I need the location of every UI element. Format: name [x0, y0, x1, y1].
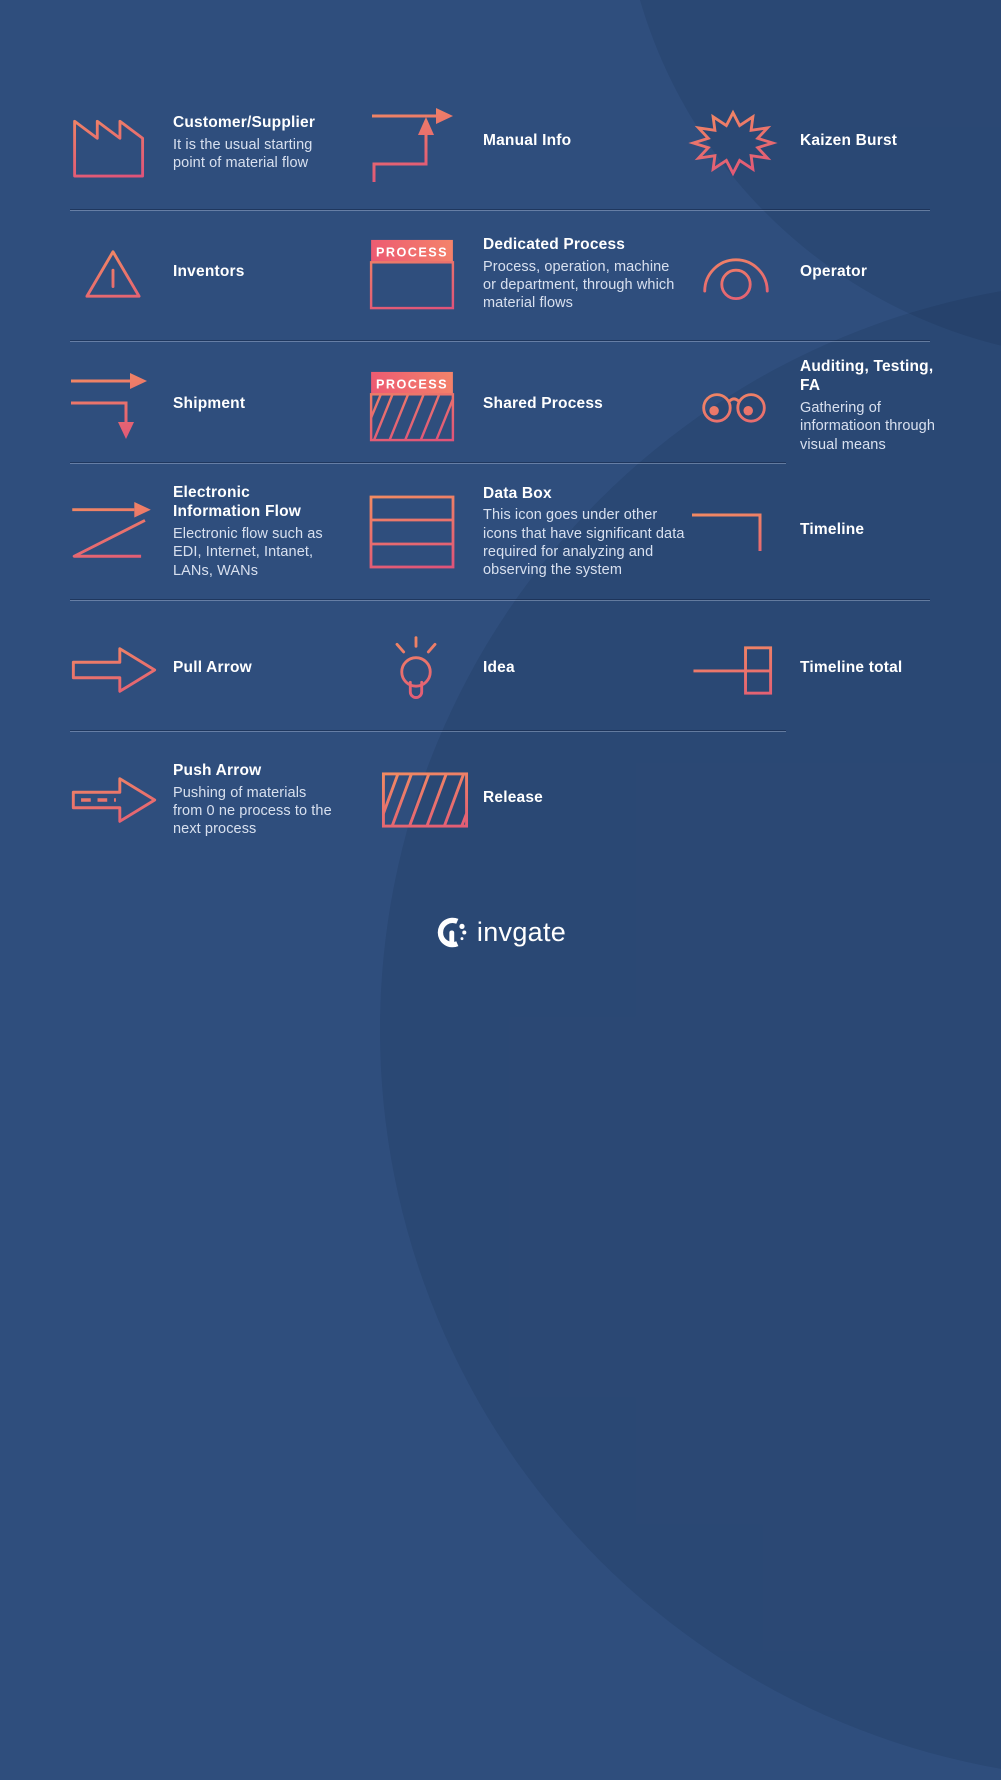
legend-item-manual-info — [368, 98, 668, 188]
legend-item-data-box — [368, 486, 685, 578]
item-title: Shared Process — [483, 395, 603, 413]
item-description: Pushing of materials from 0 ne process to the next process — [173, 784, 332, 838]
item-title: Electronic Information Flow — [173, 484, 302, 521]
item-title: Dedicated Process — [483, 235, 626, 253]
row-divider — [70, 341, 930, 342]
legend-item-timeline-total — [690, 628, 955, 712]
glasses-icon — [690, 385, 800, 427]
process-label: PROCESS — [375, 245, 449, 260]
timeline-icon — [690, 510, 800, 554]
factory-icon — [68, 106, 173, 180]
legend-item-inventors — [68, 232, 345, 316]
item-description: This icon goes under other icons that have significant data required for analyzing and observing the system — [483, 507, 685, 579]
legend-item-timeline — [690, 486, 955, 578]
process-label: PROCESS — [375, 377, 449, 392]
item-title: Customer/Supplier — [173, 113, 316, 131]
dedicated-process-icon — [368, 237, 483, 311]
row-divider — [70, 600, 930, 601]
legend-item-operator — [690, 232, 955, 316]
operator-icon — [690, 244, 800, 304]
row-divider — [70, 463, 786, 464]
electronic-flow-arrow-icon — [68, 500, 173, 564]
legend-item-shipment — [68, 362, 345, 450]
push-arrow-icon — [68, 769, 173, 831]
legend-item-push-arrow — [68, 756, 333, 844]
item-description: Gathering of informatioon through visual means — [800, 400, 935, 453]
footer-brand — [0, 916, 1001, 949]
item-description: It is the usual starting point of material flow — [173, 136, 313, 171]
item-description: Electronic flow such as EDI, Internet, Intanet, LANs, WANs — [173, 526, 323, 579]
legend-item-kaizen-burst — [690, 98, 955, 188]
item-title: Data Box — [483, 484, 552, 502]
item-title: Kaizen Burst — [800, 132, 898, 150]
item-title: Manual Info — [483, 132, 572, 150]
warning-triangle-icon — [68, 246, 173, 302]
item-title: Timeline total — [800, 659, 903, 677]
item-title: Shipment — [173, 395, 246, 413]
brand-name: invgate — [476, 917, 567, 947]
item-title: Idea — [483, 659, 515, 677]
manual-info-arrows-icon — [368, 102, 483, 184]
invgate-logo-icon — [435, 916, 468, 949]
legend-item-idea — [368, 628, 668, 712]
legend-item-dedicated-process — [368, 232, 683, 316]
row-divider — [70, 731, 786, 732]
legend-item-auditing — [690, 358, 958, 453]
timeline-total-icon — [690, 643, 800, 697]
legend-item-release — [368, 756, 668, 844]
legend-item-shared-process — [368, 362, 683, 450]
shipment-arrows-icon — [68, 370, 173, 442]
item-title: Operator — [800, 263, 868, 281]
item-title: Pull Arrow — [173, 659, 252, 677]
legend-item-electronic-information-flow — [68, 486, 325, 578]
release-icon — [368, 771, 483, 829]
shared-process-icon — [368, 369, 483, 443]
pull-arrow-icon — [68, 640, 173, 700]
row-divider — [70, 210, 930, 211]
item-title: Push Arrow — [173, 761, 262, 779]
item-title: Timeline — [800, 521, 865, 539]
legend-item-customer-supplier — [68, 98, 345, 188]
item-title: Inventors — [173, 263, 245, 281]
idea-bulb-icon — [368, 632, 483, 708]
item-title: Auditing, Testing, FA — [800, 358, 934, 395]
data-box-icon — [368, 494, 483, 570]
legend-item-pull-arrow — [68, 628, 345, 712]
item-title: Release — [483, 789, 544, 807]
item-description: Process, operation, machine or department, through which material flows — [483, 258, 675, 312]
kaizen-burst-icon — [690, 107, 800, 179]
